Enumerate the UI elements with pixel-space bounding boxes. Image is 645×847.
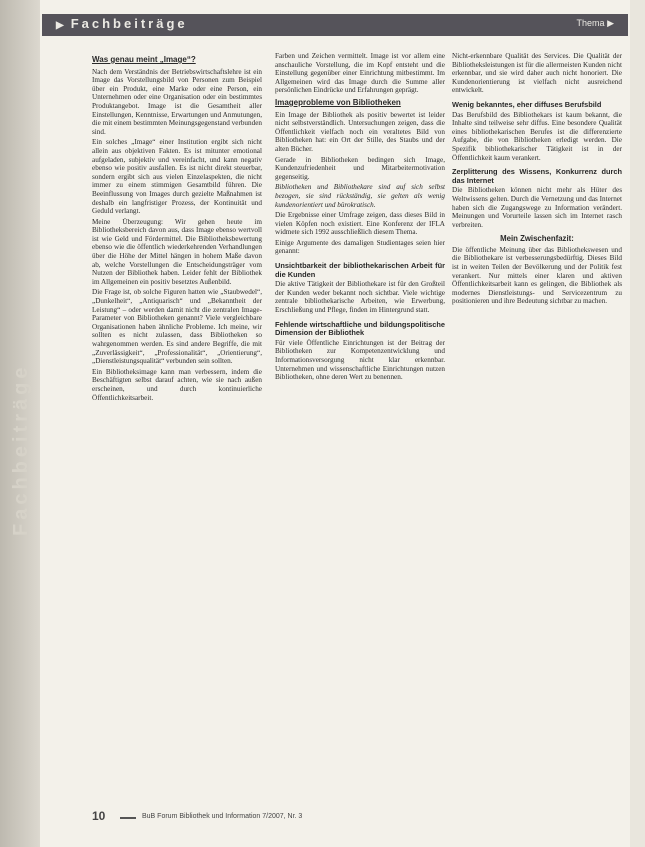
paragraph: Nicht-erkennbare Qualität des Services. Die Qualität der Bibliotheksleistungen ist für die allermeisten Kunden nicht erkennbar, und sie wird daher auch nicht honoriert. Die Kundenorientierung ist vielfach nicht ausreichend entwickelt. <box>452 52 622 95</box>
section-header-bar <box>42 14 628 36</box>
column-1 <box>92 52 262 792</box>
paragraph: Gerade in Bibliotheken bedingen sich Image, Kundenzufriedenheit und Mitarbeitermotivation gegenseitig. <box>275 155 445 181</box>
page-footer <box>92 809 612 824</box>
paragraph: Meine Überzeugung: Wir gehen heute im Bibliotheksbereich davon aus, dass Image ebenso wertvoll ist wie Geld und Fördermittel. Die Bibliotheksbewertung ebenso wie die öffentlich wiederkehrenden Verhandlungen über die Höhe der Mittel hängen in hohem Maße davon ab, welche Vorstellungen die Entscheidungsträger vom Nutzen der Bibliothek haben. Leider fehlt der Bibliothek im Allgemeinen ein positiv besetztes Außenbild. <box>92 217 262 286</box>
paragraph: Das Berufsbild des Bibliothekars ist kaum bekannt, die Inhalte sind teilweise sehr diffus. Eine besondere Qualität eines bibliothekarischen Berufes ist die differenzierte Aufgabe, die von Bibliotheken erledigt werden. Die Spezifik bibliothekarischer Tätigkeit ist in der Öffentlichkeit kaum verankert. <box>452 110 622 162</box>
triangle-right-icon: ▶ <box>56 20 67 31</box>
vertical-section-watermark: Fachbeiträge <box>10 363 32 537</box>
article-heading: Was genau meint „Image“? <box>92 55 196 64</box>
column-3 <box>452 52 622 792</box>
paragraph: Ein Bibliotheksimage kann man verbessern, indem die Beschäftigten selbst darauf achten, wie sie nach außen erscheinen, und durch kontinuierliche Öffentlichkeitsarbeit. <box>92 367 262 402</box>
paragraph: Die aktive Tätigkeit der Bibliothekare ist für den Großteil der Kunden weder bekannt noch sichtbar. Viele wichtige zentrale bibliothekarische Arbeiten, wie Erwerbung, Erschließung und Pflege, finden im Hintergrund statt. <box>275 280 445 315</box>
paragraph: Farben und Zeichen vermittelt. Image ist vor allem eine anschauliche Vorstellung, die im Kopf entsteht und die Einstellung gegenüber einer Einrichtung mitbestimmt. Im Allgemeinen wird das Image durch die Summe aller persönlichen Eindrücke und Erfahrungen geprägt. <box>275 52 445 95</box>
column-2 <box>275 52 445 792</box>
interim-conclusion-heading: Mein Zwischenfazit: <box>500 234 574 244</box>
thema-label <box>577 18 614 29</box>
italic-quote: Bibliotheken und Bibliothekare sind auf sich selbst bezogen, sie sind rückständig, sie gelten als wenig kundenorientiert und bürokratisch. <box>275 183 445 209</box>
paragraph: Einige Argumente des damaligen Studientages seien hier genannt: <box>275 238 445 256</box>
page-number: 10 <box>92 809 106 823</box>
subheading: Fehlende wirtschaftliche und bildungspolitische Dimension der Bibliothek <box>275 319 445 338</box>
footer-rule <box>120 817 136 819</box>
section-title <box>56 16 188 31</box>
triangle-right-icon: ▶ <box>607 18 614 28</box>
paragraph: Für viele Öffentliche Einrichtungen ist der Beitrag der Bibliotheken zur Kompetenzentwicklung und Informationsversorgung nicht klar erkennbar. Unternehmen und wissenschaftliche Einrichtungen nutzen Bibliotheken, ohne deren Wert zu benennen. <box>275 338 445 382</box>
paragraph: Die Bibliotheken können nicht mehr als Hüter des Weltwissens gelten. Durch die Vernetzung und das Internet haben sich die Zugangswege zu Information verändert. Meinungen und Vorurteile lassen sich im Internet rasch verbreiten. <box>452 186 622 229</box>
footer-source: BuB Forum Bibliothek und Information 7/2007, Nr. 3 <box>142 813 303 820</box>
subheading: Unsichtbarkeit der bibliothekarischen Arbeit für die Kunden <box>275 261 445 279</box>
paragraph: Die Frage ist, ob solche Figuren hatten wie „Staubwedel“, „Dunkelheit“, „Antiquarisch“ und „Bekanntheit der Leistung“ – oder werden damit nicht die zentralen Image-Parameter von Bibliotheken genannt? Viele vergleichbare Organisationen haben ähnliche Probleme. Ich meine, wir sollten es nicht zulassen, dass Bibliotheken so wahrgenommen werden. Es sind andere Begriffe, die mit „Zuverlässigkeit“, „Professionalität“, „Orientierung“, „Dienstleistungsqualität“ verbunden sein sollten. <box>92 288 262 366</box>
section-label: Fachbeiträge <box>70 16 188 31</box>
paragraph: Ein solches „Image“ einer Institution ergibt sich nicht allein aus objektiven Fakten. Es ist mitunter emotional aufgeladen, subjektiv und vereinfacht, und kann negativ ebenso wie positiv ausfallen. Es ist nicht direkt steuerbar, sondern ergibt sich aus vielen Einzelaspekten, die nicht immer zu einem stimmigen Gesamtbild führen. Die Beeinflussung von Images durch gezielte Maßnahmen ist deshalb ein langfristiger Prozess, der Kontinuität und Geduld verlangt. <box>92 138 262 216</box>
paragraph: Ein Image der Bibliothek als positiv bewertet ist leider nicht selbstverständlich. Untersuchungen zeigen, dass die Öffentlichkeit vielfach noch ein veraltetes Bild von Bibliotheken hat: ein Ort der Stille, des Staubs und der alten Bücher. <box>275 110 445 153</box>
subheading: Imageprobleme von Bibliotheken <box>275 97 401 107</box>
thema-text: Thema <box>576 18 605 28</box>
paragraph: Die Ergebnisse einer Umfrage zeigen, dass dieses Bild in vielen Köpfen noch existiert. Eine Konferenz der IFLA widmete sich 1992 ausschließlich diesem Thema. <box>275 211 445 237</box>
subheading: Zerplitterung des Wissens, Konkurrenz durch das Internet <box>452 167 622 185</box>
paragraph: Nach dem Verständnis der Betriebswirtschaftslehre ist ein Image das Vorstellungsbild von Personen zum Beispiel über ein Produkt, eine Marke oder eine Person, ein Unternehmen oder eine Organisation oder ein bestimmtes Produktangebot. Image ist die Gesamtheit aller Einstellungen, Kenntnisse, Erwartungen und Anmutungen, die mit einem bestimmten Meinungsgegenstand verbunden sind. <box>92 67 262 136</box>
paragraph: Die öffentliche Meinung über das Bibliothekswesen und die Bibliothekare ist verbesserungsbedürftig. Dieses Bild ist in weiten Teilen der Bevölkerung und der Politik fest verankert. Nur mittels einer klaren und aktiven Öffentlichkeitsarbeit kann es gelingen, die Bibliothek als modernes Dienstleistungs- und Servicezentrum zu positionieren und ihre Bedeutung sichtbar zu machen. <box>452 245 622 306</box>
subheading: Wenig bekanntes, eher diffuses Berufsbild <box>452 99 602 109</box>
